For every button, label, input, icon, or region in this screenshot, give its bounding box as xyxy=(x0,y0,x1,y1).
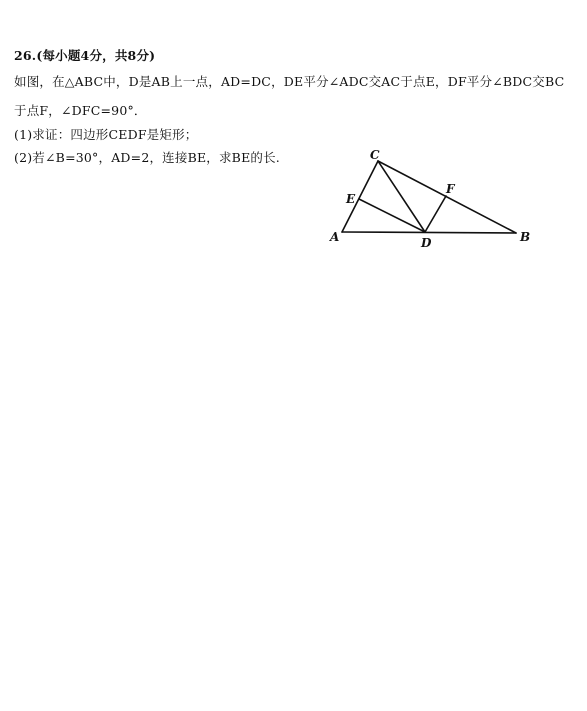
label-B: B xyxy=(520,230,531,244)
label-E: E xyxy=(346,192,356,206)
label-C: C xyxy=(370,148,380,162)
label-A: A xyxy=(330,230,340,244)
problem-heading: 26.(每小题4分，共8分) xyxy=(14,48,156,63)
segment-CD xyxy=(378,161,425,232)
problem-statement-line-2: 于点F，∠DFC=90°． xyxy=(14,103,147,118)
segment-DF xyxy=(425,196,446,232)
label-D: D xyxy=(421,236,432,250)
label-F: F xyxy=(446,182,455,196)
geometry-figure xyxy=(326,146,536,254)
problem-part-1: (1)求证：四边形CEDF是矩形； xyxy=(14,127,198,142)
segment-DE xyxy=(359,199,425,232)
segment-AB xyxy=(342,232,516,233)
problem-statement-line-1: 如图，在△ABC中，D是AB上一点，AD=DC，DE平分∠ADC交AC于点E，DF平分∠BDC交BC xyxy=(14,74,565,89)
problem-part-2: (2)若∠B=30°，AD=2，连接BE，求BE的长. xyxy=(14,150,280,165)
segment-BC xyxy=(378,161,516,233)
